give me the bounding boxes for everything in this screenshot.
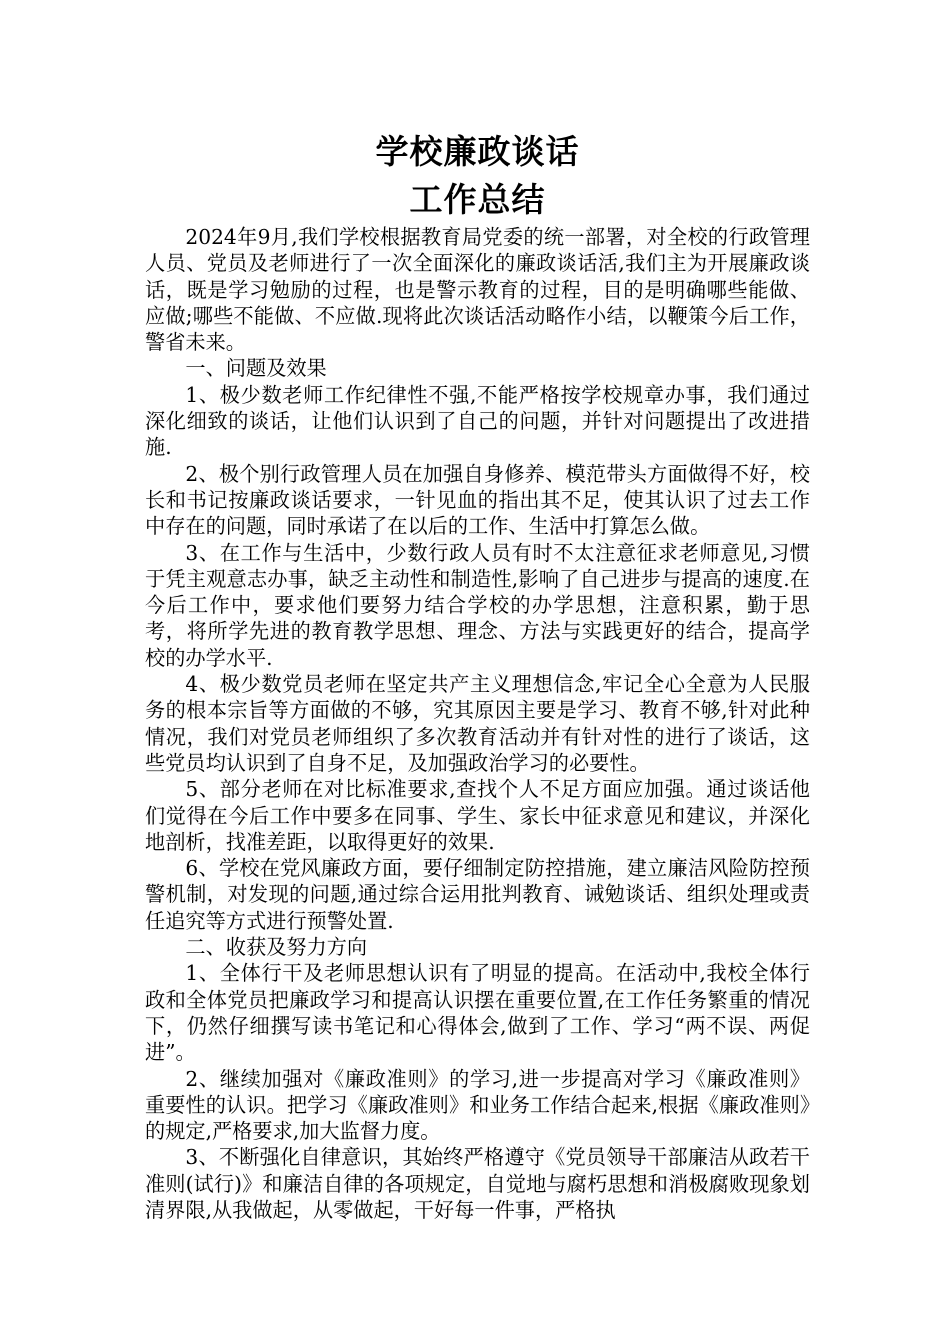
document-body [145,224,810,1223]
paragraph-item: 3、不断强化自律意识，其始终严格遵守《党员领导干部廉洁从政若干准则(试行)》和廉洁自律的各项规定，自觉地与腐朽思想和消极腐败现象划清界限,从我做起，从零做起，干好每一件事，严格执 [145,1145,810,1222]
paragraph-item: 6、学校在党风廉政方面，要仔细制定防控措施，建立廉洁风险防控预警机制，对发现的问题,通过综合运用批判教育、诫勉谈话、组织处理或责任追究等方式进行预警处置. [145,856,810,933]
paragraph-item: 1、全体行干及老师思想认识有了明显的提高。在活动中,我校全体行政和全体党员把廉政学习和提高认识摆在重要位置,在工作任务繁重的情况下，仍然仔细撰写读书笔记和心得体会,做到了工作、学习“两不误、两促进”。 [145,961,810,1065]
document-title-line-2: 工作总结 [409,180,546,219]
paragraph-item: 1、极少数老师工作纪律性不强,不能严格按学校规章办事，我们通过深化细致的谈话，让他们认识到了自己的问题，并针对问题提出了改进措施. [145,382,810,460]
paragraph-item: 2、继续加强对《廉政准则》的学习,进一步提高对学习《廉政准则》重要性的认识。把学习《廉政准则》和业务工作结合起来,根据《廉政准则》的规定,严格要求,加大监督力度。 [145,1066,810,1144]
document-title-line-1: 学校廉政谈话 [375,132,580,171]
document-page [145,128,810,1223]
paragraph-item: 4、极少数党员老师在坚定共产主义理想信念,牢记全心全意为人民服务的根本宗旨等方面做的不够，究其原因主要是学习、教育不够,针对此种情况，我们对党员老师组织了多次教育活动并有针对性的进行了谈话，这些党员均认识到了自身不足，及加强政治学习的必要性。 [145,672,810,775]
paragraph-item: 5、部分老师在对比标准要求,查找个人不足方面应加强。通过谈话他们觉得在今后工作中要多在同事、学生、家长中征求意见和建议，并深化地剖析，找准差距，以取得更好的效果. [145,777,810,854]
paragraph-item: 2、极个别行政管理人员在加强自身修养、模范带头方面做得不好，校长和书记按廉政谈话要求，一针见血的指出其不足，使其认识了过去工作中存在的问题，同时承诺了在以后的工作、生活中打算怎么做。 [145,461,810,539]
paragraph-item: 3、在工作与生活中，少数行政人员有时不太注意征求老师意见,习惯于凭主观意志办事，缺乏主动性和制造性,影响了自己进步与提高的速度.在今后工作中，要求他们要努力结合学校的办学思想，注意积累，勤于思考，将所学先进的教育教学思想、理念、方法与实践更好的结合，提高学校的办学水平. [145,540,810,670]
section-heading-2: 二、收获及努力方向 [185,935,368,960]
section-heading-1: 一、问题及效果 [185,356,327,381]
paragraph-intro: 2024年9月,我们学校根据教育局党委的统一部署，对全校的行政管理人员、党员及老师进行了一次全面深化的廉政谈话活,我们主为开展廉政谈话，既是学习勉励的过程，也是警示教育的过程，目的是明确哪些能做、应做;哪些不能做、不应做.现将此次谈话活动略作小结，以鞭策今后工作，警省未来。 [145,225,810,355]
